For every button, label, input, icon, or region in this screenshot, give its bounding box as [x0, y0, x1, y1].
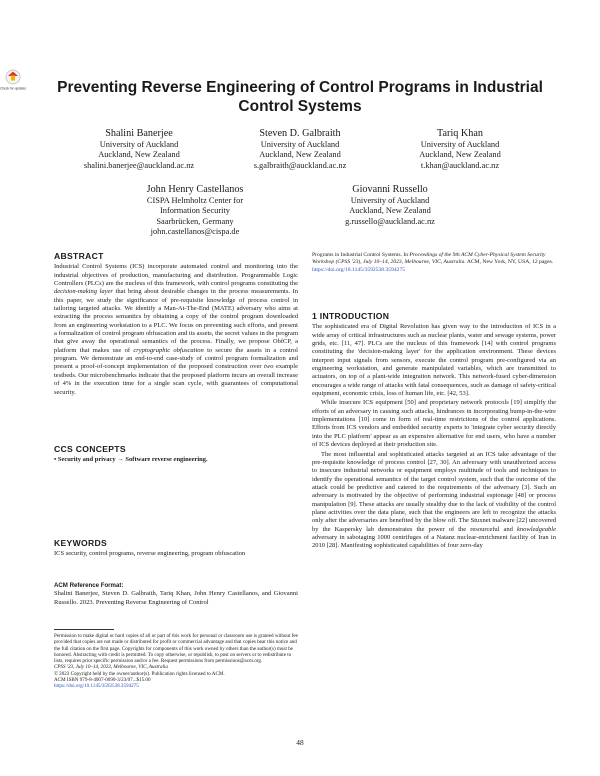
copyright-text: © 2023 Copyright held by the owner/author(s). Publication rights licensed to ACM.: [54, 670, 225, 677]
venue-text: CPSS '23, July 10–14, 2023, Melbourne, VIC, Australia: [54, 664, 168, 671]
author-name: Tariq Khan: [437, 128, 483, 139]
introduction-heading: 1 INTRODUCTION: [312, 311, 390, 321]
reference-doi-link[interactable]: https://doi.org/10.1145/3592538.3594275: [312, 266, 406, 273]
author-affiliation: University of Auckland: [350, 196, 430, 205]
author-affiliation: Information Security: [159, 206, 230, 216]
intro-paragraph-2: While insecure ICS equipment [50] and proprietary network protocols [19] simplify the efforts of an adversary in causing such attacks, hindrances in incorporating bump-in-the-wire implementations [10] come in form of real-time restrictions of the control applications. Efforts from ICS vendors and embedded security experts to 'integrate cyber security directly into the PLC platform' appear as an expensive alternative for end users, who have a number of ICS devices deployed at their production site.: [312, 399, 556, 449]
author-name: John Henry Castellanos: [146, 184, 244, 195]
author-affiliation: University of Auckland: [420, 140, 500, 149]
page-number: 48: [296, 738, 304, 747]
abstract-text: Industrial Control Systems (ICS) incorporate automated control and monitoring into the industrial objectives of production, manufacturing and distribution. Programmable Logic Controllers (PLCs) are the nucleus of this framework, with control programs constituting the decision-making layer that bring about desirable changes in the process measurements. In this paper, we study the significance of pre-requisite knowledge of process control in tailoring targeted attacks. We identify a Man-At-The-End (MATE) adversary who aims at extracting the process semantics by obtaining a copy of the control program downloaded from an engineering workstation to a PLC. We focus on preventing such efforts, and present a formalization of control program obfuscation and its assets, the secret values in the program that give away the operational semantics of the process. Finally, we propose ObfCP, a platform that makes use of cryptographic obfuscation to secure the assets in a control program. We demonstrate an end-to-end case-study of control program formalization and present a proof-of-concept implementation of the proposed construction over two example testbeds. Our microbenchmarks indicate that the proposed platform incurs an overall increase of 4% in the execution time for a single scan cycle, with guarantees of computational security.: [54, 263, 298, 396]
author-1: [74, 127, 204, 171]
intro-paragraph-1: The sophisticated era of Digital Revolution has given way to the introduction of ICS in a wide array of critical infrastructures such as nuclear plants, water and sewage systems, power grids, etc. [11, 47]. PLCs are the nucleus of this framework [14] with control programs constituting the 'decision-making layer' for the application environment. These devices interpret input signals from sensors, execute the control program pre-configured via an engineering workstation, and generate manipulated variables, which are transmitted to actuators, on top of a plant-wide integration network. This network-fused cyber-dimension encourages a wide range of attacks with fatal consequences, such as damage of safety-critical equipment, economic crisis, loss of human life, etc. [42, 53].: [312, 323, 556, 398]
author-email: john.castellanos@cispa.de: [150, 227, 240, 237]
author-location: Saarbrücken, Germany: [156, 216, 234, 226]
author-4: [120, 183, 270, 238]
doi-link[interactable]: https://doi.org/10.1145/3592538.3594275: [54, 683, 139, 690]
acm-reference-heading: ACM Reference Format:: [54, 582, 124, 589]
author-2: [235, 127, 365, 171]
acm-reference-text: Shalini Banerjee, Steven D. Galbraith, Tariq Khan, John Henry Castellanos, and Giovanni Russello. 2023. Preventing Reverse Engineering of Control: [54, 590, 298, 606]
isbn-text: ACM ISBN 979-8-4007-0090-3/23/07...$15.00: [54, 677, 151, 684]
abstract-heading: ABSTRACT: [54, 251, 104, 261]
permission-block: [54, 633, 298, 690]
abstract-section: [54, 252, 298, 397]
ccs-text: • Security and privacy → Software reverse engineering.: [54, 456, 208, 464]
author-email: t.khan@auckland.ac.nz: [420, 160, 500, 170]
intro-paragraph-3: The most influential and sophisticated attacks targeted at an ICS take advantage of the pre-requisite knowledge of process control [27, 30]. An adversary with unauthorized access to insecure industrial networks or equipment employs multitude of tools and techniques to identify the operational semantics of the target control system, such that the outcome of the attack could be predictive and catered to the requirements of the adversary [3]. Such an adversary is motivated by the objective of performing industrial espionage [48] or process manipulation [9]. These attacks are usually stealthy due to the lack of visibility of the control plane activities over the data plane, such that the engineers are left to recognize the attacks only after the adversaries are benefited by the blow off. The Stuxnet malware [22] uncovered by the Kaspersky lab demonstrates the power of the resourceful and knowledgeable adversary in sabotaging 1000 centrifuges of a Natanz nuclear-enrichment facility of Iran in 2010 [28]. Manifesting sophisticated capabilities of four zero-day: [312, 450, 556, 550]
author-name: Giovanni Russello: [352, 184, 428, 195]
footnote-rule: [54, 629, 114, 630]
acm-reference-section: [54, 582, 298, 607]
author-location: Auckland, New Zealand: [259, 150, 341, 160]
author-location: Auckland, New Zealand: [349, 206, 431, 216]
permission-text: Permission to make digital or hard copies of all or part of this work for personal or classroom use is granted without fee provided that copies are not made or distributed for profit or commercial advantage and that copies bear this notice and the full citation on the first page. Copyrights for components of this work owned by others than the author(s) must be honored. Abstracting with credit is permitted. To copy otherwise, or republish, to post on servers or to redistribute to lists, requires prior specific permission and/or a fee. Request permissions from permissions@acm.org.: [54, 633, 298, 665]
introduction-section: [312, 312, 556, 551]
reference-continuation: Programs in Industrial Control Systems. In Proceedings of the 9th ACM Cyber-Physical System Security Workshop (CPSS '23), July 10–14, 2023, Melbourne, VIC, Australia. ACM, New York, NY, USA, 12 pages. https://doi.org/10.1145/3592538.3594275: [312, 252, 554, 273]
author-name: Shalini Banerjee: [105, 128, 173, 139]
check-for-updates-icon[interactable]: [2, 68, 24, 92]
author-affiliation: University of Auckland: [99, 140, 179, 149]
author-email: shalini.banerjee@auckland.ac.nz: [83, 160, 195, 170]
author-3: [395, 127, 525, 171]
ccs-section: [54, 445, 298, 465]
author-location: Auckland, New Zealand: [98, 150, 180, 160]
author-5: [315, 183, 465, 227]
author-email: g.russello@auckland.ac.nz: [345, 216, 435, 226]
ccs-heading: CCS CONCEPTS: [54, 444, 126, 454]
author-affiliation: CISPA Helmholtz Center for: [146, 196, 244, 205]
paper-title: Preventing Reverse Engineering of Control Programs in Industrial Control Systems: [57, 79, 543, 115]
keywords-text: ICS security, control programs, reverse engineering, program obfuscation: [54, 550, 246, 558]
keywords-heading: KEYWORDS: [54, 538, 108, 548]
keywords-section: [54, 539, 298, 559]
author-location: Auckland, New Zealand: [419, 150, 501, 160]
author-email: s.galbraith@auckland.ac.nz: [253, 160, 347, 170]
author-name: Steven D. Galbraith: [259, 128, 341, 139]
badge-label: Check for updates: [0, 86, 26, 91]
author-affiliation: University of Auckland: [260, 140, 340, 149]
